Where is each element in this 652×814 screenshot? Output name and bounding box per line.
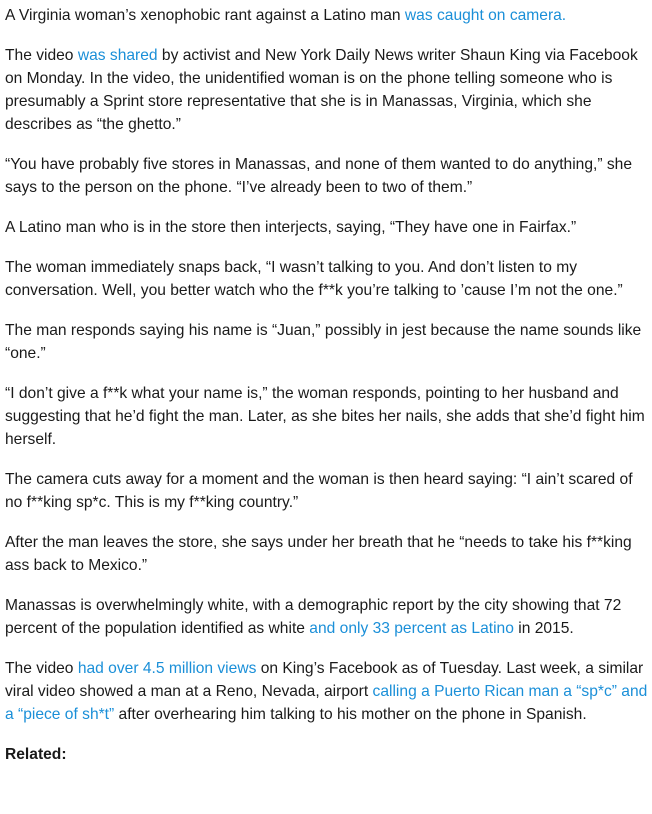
- article-link[interactable]: had over 4.5 million views: [77, 660, 257, 677]
- article-link[interactable]: and only 33 percent as Latino: [309, 620, 514, 637]
- article-paragraph: [5, 216, 648, 239]
- paragraph-text: The man responds saying his name is “Juan,” possibly in jest because the name sounds like “one.”: [5, 322, 642, 362]
- article-paragraph: [5, 44, 648, 136]
- paragraph-text: by activist and New York Daily News writer Shaun King via Facebook on Monday. In the video, the unidentified woman is on the phone telling someone who is presumably a Sprint store representative that she is in Manassas, Virginia, which she describes as “the ghetto.”: [5, 47, 638, 133]
- article-link[interactable]: calling a Puerto Rican man a “sp*c” and a “piece of sh*t”: [5, 683, 648, 723]
- article-link[interactable]: was shared: [77, 47, 158, 64]
- paragraph-text: “You have probably five stores in Manassas, and none of them wanted to do anything,” she says to the person on the phone. “I’ve already been to two of them.”: [5, 156, 633, 196]
- paragraph-text: “I don’t give a f**k what your name is,” the woman responds, pointing to her husband and suggesting that he’d fight the man. Later, as she bites her nails, she adds that she’d fight him herself.: [5, 385, 645, 448]
- paragraph-text: on King’s Facebook as of Tuesday. Last week, a similar viral video showed a man at a Reno, Nevada, airport: [5, 660, 644, 700]
- article-paragraph: [5, 657, 648, 726]
- paragraph-text: after overhearing him talking to his mother on the phone in Spanish.: [114, 706, 587, 723]
- paragraph-text: After the man leaves the store, she says under her breath that he “needs to take his f**king ass back to Mexico.”: [5, 534, 632, 574]
- paragraph-text: The camera cuts away for a moment and the woman is then heard saying: “I ain’t scared of no f**king sp*c. This is my f**king country.”: [5, 471, 633, 511]
- paragraph-text: A Latino man who is in the store then interjects, saying, “They have one in Fairfax.”: [5, 219, 577, 236]
- paragraph-text: Manassas is overwhelmingly white, with a demographic report by the city showing that 72 percent of the population identified as white: [5, 597, 622, 637]
- article-paragraph: [5, 531, 648, 577]
- related-heading: Related:: [5, 746, 67, 763]
- article-paragraph: [5, 256, 648, 302]
- paragraph-text: The video: [5, 660, 78, 677]
- article-paragraph: [5, 468, 648, 514]
- article-paragraph: [5, 594, 648, 640]
- paragraph-text: in 2015.: [513, 620, 574, 637]
- article-paragraph: [5, 153, 648, 199]
- paragraph-text: The video: [5, 47, 78, 64]
- article-paragraph: [5, 4, 648, 27]
- paragraph-text: The woman immediately snaps back, “I wasn’t talking to you. And don’t listen to my conversation. Well, you better watch who the f**k you’re talking to ’cause I’m not the one.”: [5, 259, 623, 299]
- article-paragraph: [5, 382, 648, 451]
- article-paragraph: [5, 319, 648, 365]
- paragraph-text: A Virginia woman’s xenophobic rant against a Latino man: [5, 7, 405, 24]
- article-link[interactable]: was caught on camera.: [404, 7, 567, 24]
